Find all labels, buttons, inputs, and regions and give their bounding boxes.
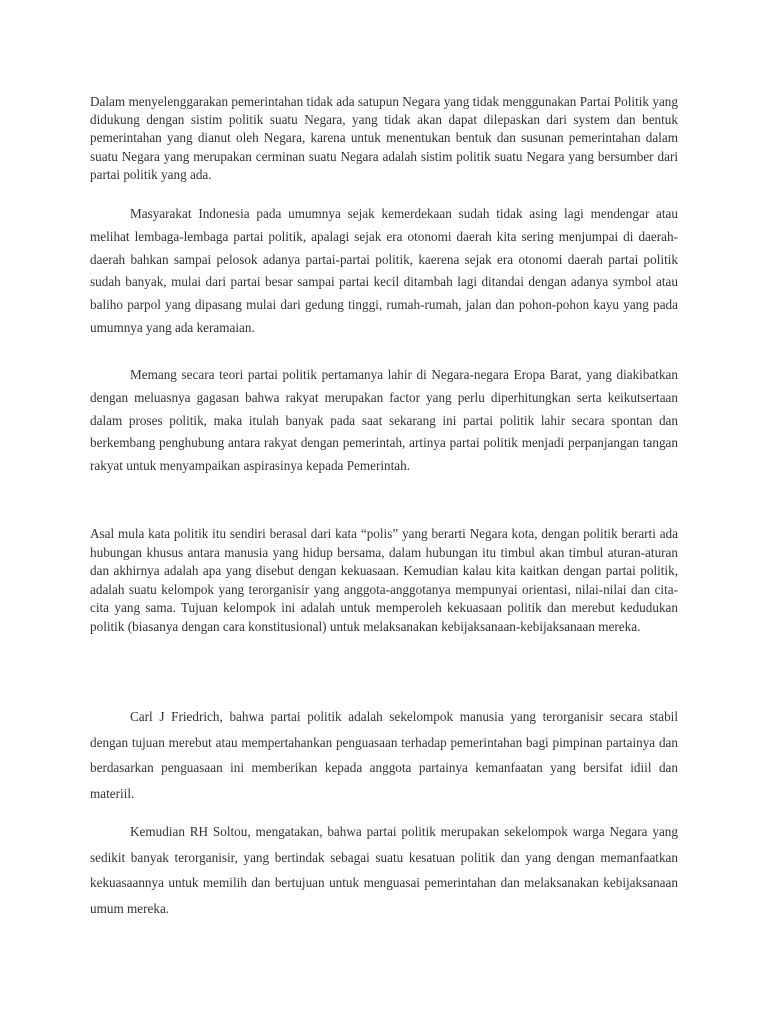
- paragraph-3: Memang secara teori partai politik pertamanya lahir di Negara-negara Eropa Barat, yang diakibatkan dengan meluasnya gagasan bahwa rakyat merupakan factor yang perlu diperhitungkan serta keikutsertaan dalam proses politik, maka itulah banyak pada saat sekarang ini partai politik lahir secara spontan dan berkembang penghubung antara rakyat dengan pemerintah, artinya partai politik menjadi perpanjangan tangan rakyat untuk menyampaikan aspirasinya kepada Pemerintah.: [90, 367, 678, 474]
- paragraph-4: Asal mula kata politik itu sendiri berasal dari kata “polis” yang berarti Negara kota, dengan politik berarti ada hubungan khusus antara manusia yang hidup bersama, dalam hubungan itu timbul akan timbul aturan-aturan dan akhirnya adalah apa yang disebut dengan kekuasaan. Kemudian kalau kita kaitkan dengan partai politik, adalah suatu kelompok yang terorganisir yang anggota-anggotanya mempunyai orientasi, nilai-nilai dan cita-cita yang sama. Tujuan kelompok ini adalah untuk memperoleh kekuasaan politik dan merebut kedudukan politik (biasanya dengan cara konstitusional) untuk melaksanakan kebijaksanaan-kebijaksanaan mereka.: [90, 526, 678, 634]
- paragraph-2: Masyarakat Indonesia pada umumnya sejak kemerdekaan sudah tidak asing lagi mendengar atau melihat lembaga-lembaga partai politik, apalagi sejak era otonomi daerah kita sering menjumpai di daerah-daerah bahkan sampai pelosok adanya partai-partai politik, kaerena sejak era otonomi daerah partai politik sudah banyak, mulai dari partai besar sampai partai kecil ditambah lagi ditandai dengan adanya symbol atau baliho parpol yang dipasang mulai dari gedung tinggi, rumah-rumah, jalan dan pohon-pohon kayu yang pada umumnya yang ada keramaian.: [90, 206, 678, 335]
- paragraph-1: Dalam menyelenggarakan pemerintahan tidak ada satupun Negara yang tidak menggunakan Partai Politik yang didukung dengan sistim politik suatu Negara, yang tidak akan dapat dilepaskan dari system dan bentuk pemerintahan yang dianut oleh Negara, karena untuk menentukan bentuk dan susunan pemerintahan dalam suatu Negara yang merupakan cerminan suatu Negara adalah sistim politik suatu Negara yang bersumber dari partai politik yang ada.: [90, 94, 678, 182]
- paragraph-6: Kemudian RH Soltou, mengatakan, bahwa partai politik merupakan sekelompok warga Negara yang sedikit banyak terorganisir, yang bertindak sebagai suatu kesatuan politik dan yang dengan memanfaatkan kekuasaannya untuk memilih dan bertujuan untuk menguasai pemerintahan dan melaksanakan kebijaksanaan umum mereka.: [90, 824, 678, 916]
- paragraph-5: Carl J Friedrich, bahwa partai politik adalah sekelompok manusia yang terorganisir secara stabil dengan tujuan merebut atau mempertahankan penguasaan terhadap pemerintahan bagi pimpinan partainya dan berdasarkan penguasaan ini memberikan kepada anggota partainya kemanfaatan yang bersifat idiil dan materiil.: [90, 709, 678, 801]
